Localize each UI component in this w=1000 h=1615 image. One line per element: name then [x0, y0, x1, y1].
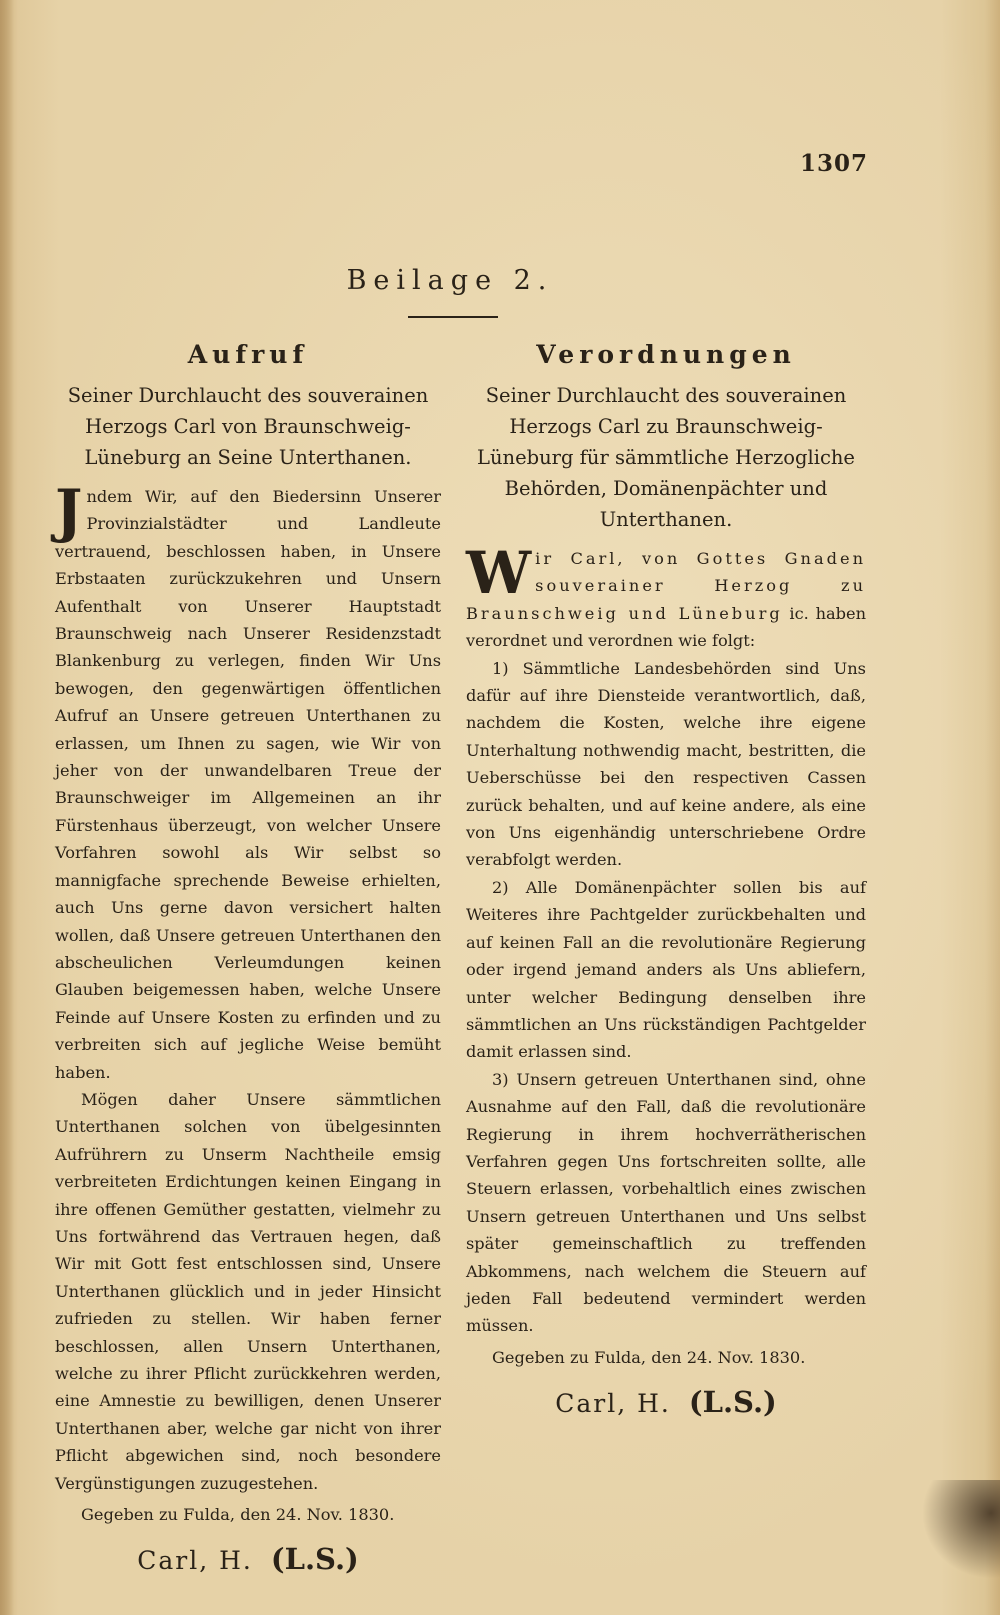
aufruf-signature-block	[55, 1542, 441, 1577]
aufruf-paragraph-1	[55, 477, 441, 1086]
page-corner-stain	[910, 1480, 1000, 1590]
verordnungen-intro-rest: ic. haben verordnet und verordnen wie folgt:	[466, 603, 867, 651]
aufruf-date-line: Gegeben zu Fulda, den 24. Nov. 1830.	[81, 1505, 395, 1525]
verordnungen-item-3: 3) Unsern getreuen Unterthanen sind, ohne Ausnahme auf den Fall, daß die revolutionäre Regierung in ihrem hochverrätherischen Verfahren gegen Uns fortschreiten sollte, alle Steuern erlassen, vorbehaltlich eines zwischen Unsern getreuen Unterthanen und Uns selbst später gemeinschaftlich zu treffenden Abkommens, nach welchem die Steuern auf jeden Fall bedeutend vermindert werden müssen.	[466, 1069, 866, 1336]
aufruf-dropcap: J	[55, 477, 83, 545]
verordnungen-title: Verordnungen	[536, 340, 796, 369]
verordnungen-signature-block	[466, 1385, 866, 1420]
verordnungen-seal: (L.S.)	[688, 1385, 777, 1420]
aufruf-seal: (L.S.)	[270, 1542, 359, 1577]
page-heading: Beilage 2.	[346, 265, 554, 296]
verordnungen-date-line: Gegeben zu Fulda, den 24. Nov. 1830.	[492, 1347, 806, 1367]
verordnungen-intro	[466, 539, 867, 655]
page-number: 1307	[800, 150, 869, 177]
heading-divider	[408, 316, 498, 318]
verordnungen-dropcap: W	[466, 539, 532, 607]
aufruf-paragraph-1-text: ndem Wir, auf den Biedersinn Unserer Provinzialstädter und Landleute vertrauend, beschlossen haben, in Unsere Erbstaaten zurückzukehren und Unsern Aufenthalt von Unserer Hauptstadt Braunschweig nach Unserer Residenzstadt Blankenburg zu verlegen, finden Wir Uns bewogen, den gegenwärtigen öffentlichen Aufruf an Unsere getreuen Unterthanen zu erlassen, um Ihnen zu sagen, wie Wir von jeher von der unwandelbaren Treue der Braunschweiger im Allgemeinen an ihr Fürstenhaus überzeugt, von welcher Unsere Vorfahren sowohl als Wir selbst so mannigfache sprechende Beweise erhielten, auch Uns gerne davon versichert halten wollen, daß Unsere getreuen Unterthanen den abscheulichen Verleumdungen keinen Glauben beigemessen haben, welche Unsere Feinde auf Unsere Kosten zu erfinden und zu verbreiten sich auf jegliche Weise bemüht haben.	[55, 487, 441, 1082]
aufruf-subtitle: Seiner Durchlaucht des souverainen Herzogs Carl von Braunschweig-Lüneburg an Seine Unterthanen.	[67, 384, 429, 469]
aufruf-paragraph-2: Mögen daher Unsere sämmtlichen Unterthanen solchen von übelgesinnten Aufrührern zu Unserm Nachtheile emsig verbreiteten Erdichtungen keinen Eingang in ihre offenen Gemüther gestatten, vielmehr zu Uns fortwährend das Vertrauen hegen, daß Wir mit Gott fest entschlossen sind, Unsere Unterthanen glücklich und in jeder Hinsicht zufrieden zu stellen. Wir haben ferner beschlossen, allen Unsern Unterthanen, welche zu ihrer Pflicht zurückkehren werden, eine Amnestie zu bewilligen, denen Unserer Unterthanen aber, welche gar nicht von ihrer Pflicht abgewichen sind, noch besondere Vergünstigungen zuzugestehen.	[55, 1089, 441, 1493]
verordnungen-subtitle: Seiner Durchlaucht des souverainen Herzogs Carl zu Braunschweig-Lüneburg für sämmtliche Herzogliche Behörden, Domänenpächter und Unterthanen.	[477, 384, 855, 531]
verordnungen-intro-spaced: ir Carl, von Gottes Gnaden souverainer Herzog zu Braunschweig und Lüneburg	[466, 549, 866, 623]
verordnungen-item-1: 1) Sämmtliche Landesbehörden sind Uns dafür auf ihre Diensteide verantwortlich, daß, nachdem die Kosten, welche ihre eigene Unterhaltung nothwendig macht, bestritten, die Ueberschüsse bei den respectiven Cassen zurück behalten, und auf keine andere, als eine von Uns eigenhändig unterschriebene Ordre verabfolgt werden.	[466, 658, 866, 870]
page-binding-shadow	[0, 0, 14, 1615]
left-column-aufruf	[55, 338, 441, 1575]
aufruf-signature: Carl, H.	[137, 1546, 253, 1576]
verordnungen-item-2: 2) Alle Domänenpächter sollen bis auf Weiteres ihre Pachtgelder zurückbehalten und auf keinen Fall an die revolutionäre Regierung oder irgend jemand anders als Uns abliefern, unter welcher Bedingung denselben ihre sämmtlichen an Uns rückständigen Pachtgelder damit erlassen sind.	[466, 877, 866, 1062]
right-column-verordnungen	[466, 338, 866, 1418]
aufruf-title: Aufruf	[187, 340, 309, 369]
verordnungen-signature: Carl, H.	[555, 1389, 671, 1419]
